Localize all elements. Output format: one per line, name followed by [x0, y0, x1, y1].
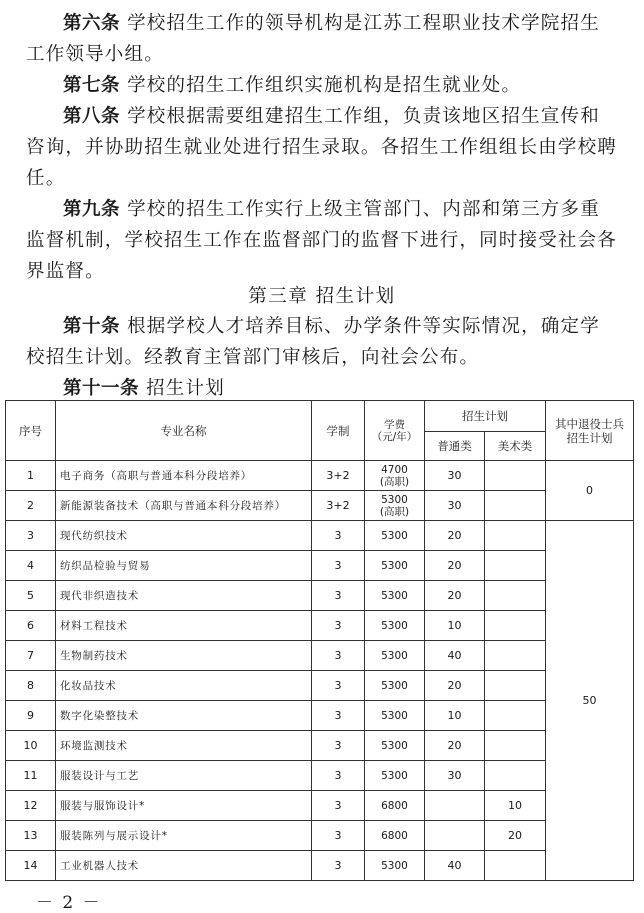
cell-tuition-value: 5300 — [381, 859, 408, 872]
cell-tuition-value: 6800 — [381, 829, 408, 842]
cell-tuition — [365, 641, 425, 671]
article-6 — [26, 8, 618, 70]
table-row — [6, 731, 634, 761]
cell-tuition-value: 5300 — [381, 709, 408, 722]
cell-years: 3+2 — [312, 461, 365, 491]
cell-tuition-note: (高职) — [379, 475, 410, 488]
cell-seq: 9 — [6, 701, 56, 731]
cell-major-name: 工业机器人技术 — [56, 851, 312, 881]
header-regular: 普通类 — [425, 432, 485, 461]
header-art: 美术类 — [485, 432, 546, 461]
cell-tuition-value: 5300 — [381, 679, 408, 692]
cell-regular — [425, 821, 485, 851]
cell-tuition-value: 5300 — [381, 589, 408, 602]
cell-major-name: 纺织品检验与贸易 — [56, 551, 312, 581]
cell-seq: 3 — [6, 521, 56, 551]
article-10 — [26, 311, 618, 373]
cell-regular: 30 — [425, 761, 485, 791]
cell-tuition — [365, 731, 425, 761]
cell-seq: 6 — [6, 611, 56, 641]
cell-tuition — [365, 581, 425, 611]
cell-art — [485, 491, 546, 521]
article-7-heading: 第七条 — [63, 75, 121, 96]
cell-regular: 20 — [425, 581, 485, 611]
cell-years: 3 — [312, 851, 365, 881]
cell-seq: 5 — [6, 581, 56, 611]
article-9-text: 学校的招生工作实行上级主管部门、内部和第三方多重监督机制，学校招生工作在监督部门的监督下进行，同时接受社会各界监督。 — [26, 199, 618, 282]
table-row — [6, 701, 634, 731]
header-tuition-unit: （元/年） — [371, 430, 418, 443]
article-11-heading: 第十一条 — [63, 378, 140, 399]
cell-tuition — [365, 791, 425, 821]
article-9-heading: 第九条 — [63, 199, 121, 220]
cell-seq: 7 — [6, 641, 56, 671]
cell-art: 20 — [485, 821, 546, 851]
cell-years: 3 — [312, 731, 365, 761]
cell-art: 10 — [485, 791, 546, 821]
chapter-title: 第三章 招生计划 — [248, 286, 396, 307]
cell-art — [485, 521, 546, 551]
cell-years: 3 — [312, 671, 365, 701]
cell-years: 3 — [312, 701, 365, 731]
cell-years: 3 — [312, 581, 365, 611]
cell-tuition — [365, 821, 425, 851]
cell-tuition-value: 4700 — [381, 463, 408, 476]
cell-years: 3 — [312, 641, 365, 671]
cell-regular: 40 — [425, 641, 485, 671]
cell-major-name: 环境监测技术 — [56, 731, 312, 761]
cell-tuition — [365, 671, 425, 701]
cell-seq: 10 — [6, 731, 56, 761]
cell-years: 3+2 — [312, 491, 365, 521]
cell-art — [485, 641, 546, 671]
page-number: － 2 － — [36, 893, 102, 913]
cell-tuition — [365, 701, 425, 731]
cell-tuition-value: 5300 — [381, 739, 408, 752]
cell-regular: 30 — [425, 461, 485, 491]
cell-tuition — [365, 611, 425, 641]
article-10-heading: 第十条 — [63, 316, 121, 337]
cell-major-name: 电子商务（高职与普通本科分段培养） — [56, 461, 312, 491]
cell-years: 3 — [312, 521, 365, 551]
cell-seq: 8 — [6, 671, 56, 701]
article-7-text: 学校的招生工作组织实施机构是招生就业处。 — [120, 75, 522, 96]
cell-tuition — [365, 461, 425, 491]
cell-seq: 13 — [6, 821, 56, 851]
cell-regular: 20 — [425, 671, 485, 701]
header-years: 学制 — [312, 401, 365, 461]
table-row — [6, 641, 634, 671]
article-8 — [26, 101, 618, 194]
cell-tuition-value: 5300 — [381, 619, 408, 632]
cell-art — [485, 581, 546, 611]
article-6-heading: 第六条 — [63, 13, 121, 34]
table-row — [6, 761, 634, 791]
cell-major-name: 现代非织造技术 — [56, 581, 312, 611]
article-7 — [26, 70, 618, 101]
cell-tuition-value: 6800 — [381, 799, 408, 812]
cell-major-name: 化妆品技术 — [56, 671, 312, 701]
cell-seq: 1 — [6, 461, 56, 491]
cell-tuition-value: 5300 — [381, 493, 408, 506]
header-veteran-plan: 其中退役士兵招生计划 — [546, 401, 634, 461]
cell-years: 3 — [312, 611, 365, 641]
cell-years: 3 — [312, 791, 365, 821]
cell-art — [485, 731, 546, 761]
cell-art — [485, 851, 546, 881]
table-row — [6, 821, 634, 851]
cell-veteran-plan: 50 — [546, 521, 634, 881]
article-11-text: 招生计划 — [139, 378, 225, 399]
cell-major-name: 现代纺织技术 — [56, 521, 312, 551]
article-8-text: 学校根据需要组建招生工作组，负责该地区招生宣传和咨询，并协助招生就业处进行招生录取。各招生工作组组长由学校聘任。 — [26, 106, 618, 189]
table-row — [6, 851, 634, 881]
cell-seq: 14 — [6, 851, 56, 881]
header-major-name: 专业名称 — [56, 401, 312, 461]
cell-regular: 10 — [425, 611, 485, 641]
cell-regular: 20 — [425, 521, 485, 551]
cell-tuition — [365, 551, 425, 581]
cell-art — [485, 461, 546, 491]
cell-regular: 10 — [425, 701, 485, 731]
table-row — [6, 611, 634, 641]
cell-art — [485, 761, 546, 791]
cell-regular: 20 — [425, 551, 485, 581]
header-enrollment-plan: 招生计划 — [425, 401, 546, 432]
table-row — [6, 581, 634, 611]
cell-art — [485, 671, 546, 701]
cell-major-name: 服装陈列与展示设计* — [56, 821, 312, 851]
article-6-text: 学校招生工作的领导机构是江苏工程职业技术学院招生工作领导小组。 — [26, 13, 600, 65]
cell-regular: 20 — [425, 731, 485, 761]
cell-tuition — [365, 761, 425, 791]
cell-tuition — [365, 521, 425, 551]
cell-years: 3 — [312, 761, 365, 791]
table-row — [6, 461, 634, 491]
cell-major-name: 数字化染整技术 — [56, 701, 312, 731]
header-tuition-label: 学费 — [384, 418, 405, 431]
cell-tuition-note: (高职) — [379, 505, 410, 518]
table-body — [6, 461, 634, 881]
cell-major-name: 服装设计与工艺 — [56, 761, 312, 791]
enrollment-plan-table — [5, 400, 634, 881]
cell-seq: 4 — [6, 551, 56, 581]
cell-tuition-value: 5300 — [381, 529, 408, 542]
header-seq: 序号 — [6, 401, 56, 461]
table-row — [6, 551, 634, 581]
cell-tuition-value: 5300 — [381, 769, 408, 782]
article-10-text: 根据学校人才培养目标、办学条件等实际情况，确定学校招生计划。经教育主管部门审核后，向社会公布。 — [26, 316, 600, 368]
cell-art — [485, 701, 546, 731]
cell-major-name: 服装与服饰设计* — [56, 791, 312, 821]
cell-seq: 12 — [6, 791, 56, 821]
cell-major-name: 材料工程技术 — [56, 611, 312, 641]
cell-tuition — [365, 491, 425, 521]
cell-major-name: 新能源装备技术（高职与普通本科分段培养） — [56, 491, 312, 521]
table-row — [6, 791, 634, 821]
cell-tuition-value: 5300 — [381, 649, 408, 662]
cell-regular — [425, 791, 485, 821]
cell-veteran-plan: 0 — [546, 461, 634, 521]
cell-regular: 40 — [425, 851, 485, 881]
cell-regular: 30 — [425, 491, 485, 521]
cell-years: 3 — [312, 551, 365, 581]
article-9 — [26, 194, 618, 287]
cell-art — [485, 551, 546, 581]
header-tuition — [365, 401, 425, 461]
cell-tuition — [365, 851, 425, 881]
table-row — [6, 491, 634, 521]
cell-tuition-value: 5300 — [381, 559, 408, 572]
article-8-heading: 第八条 — [63, 106, 121, 127]
cell-major-name: 生物制药技术 — [56, 641, 312, 671]
cell-art — [485, 611, 546, 641]
cell-seq: 11 — [6, 761, 56, 791]
table-row — [6, 521, 634, 551]
table-row — [6, 671, 634, 701]
cell-years: 3 — [312, 821, 365, 851]
cell-seq: 2 — [6, 491, 56, 521]
